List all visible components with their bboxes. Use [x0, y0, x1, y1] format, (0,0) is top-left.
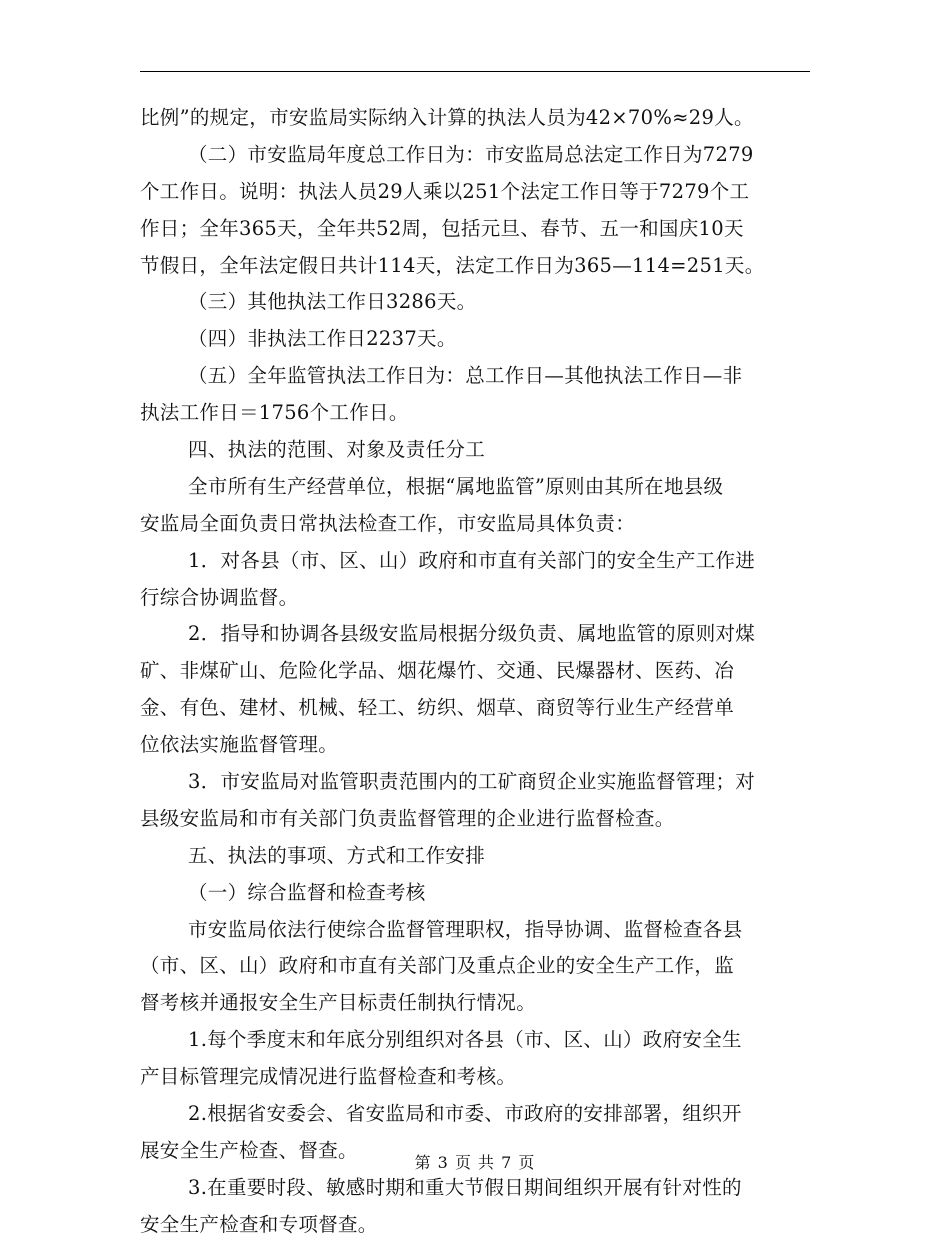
text-line: （四）非执法工作日2237天。 [188, 327, 457, 351]
text-line: 1．对各县（市、区、山）政府和市直有关部门的安全生产工作进 [188, 548, 756, 572]
text-line: 展安全生产检查、督查。 [140, 1138, 358, 1162]
text-line: 3.在重要时段、敏感时期和重大节假日期间组织开展有针对性的 [188, 1175, 742, 1199]
text-line: 1.每个季度末和年底分别组织对各县（市、区、山）政府安全生 [188, 1028, 742, 1052]
text-line: 县级安监局和市有关部门负责监督管理的企业进行监督检查。 [140, 806, 675, 830]
text-line: 产目标管理完成情况进行监督检查和考核。 [140, 1065, 517, 1089]
header-rule [140, 71, 810, 72]
document-body [140, 100, 820, 1244]
text-line: 执法工作日＝1756个工作日。 [140, 401, 409, 425]
text-line: 安监局全面负责日常执法检查工作，市安监局具体负责： [140, 511, 636, 535]
text-line: （一）综合监督和检查考核 [188, 880, 426, 904]
text-line: 节假日，全年法定假日共计114天，法定工作日为365—114=251天。 [140, 253, 765, 277]
text-line: 金、有色、建材、机械、轻工、纺织、烟草、商贸等行业生产经营单 [140, 696, 735, 720]
text-line: 作日；全年365天，全年共52周，包括元旦、春节、五一和国庆10天 [140, 216, 744, 240]
text-line: 全市所有生产经营单位，根据“属地监管”原则由其所在地县级 [188, 474, 724, 498]
text-line: 2.根据省安委会、省安监局和市委、市政府的安排部署，组织开 [188, 1102, 742, 1126]
text-line: （三）其他执法工作日3286天。 [188, 290, 477, 314]
text-line: 安全生产检查和专项督查。 [140, 1212, 378, 1236]
text-line: （市、区、山）政府和市直有关部门及重点企业的安全生产工作，监 [140, 954, 735, 978]
text-line: （五）全年监管执法工作日为：总工作日—其他执法工作日—非 [188, 364, 743, 388]
text-line: 位依法实施监督管理。 [140, 733, 339, 757]
text-line: 五、执法的事项、方式和工作安排 [188, 843, 486, 867]
text-line: 个工作日。说明：执法人员29人乘以251个法定工作日等于7279个工 [140, 179, 750, 203]
text-line: 市安监局依法行使综合监督管理职权，指导协调、监督检查各县 [188, 917, 743, 941]
page-number: 第 3 页 共 7 页 [414, 1153, 536, 1172]
text-line: 督考核并通报安全生产目标责任制执行情况。 [140, 991, 537, 1015]
text-line: 行综合协调监督。 [140, 585, 299, 609]
text-line: 矿、非煤矿山、危险化学品、烟花爆竹、交通、民爆器材、医药、冶 [140, 659, 735, 683]
text-line: 四、执法的范围、对象及责任分工 [188, 438, 486, 462]
text-line: （二）市安监局年度总工作日为：市安监局总法定工作日为7279 [188, 142, 754, 166]
text-line: 比例”的规定，市安监局实际纳入计算的执法人员为42×70%≈29人。 [140, 106, 754, 129]
text-line: 2．指导和协调各县级安监局根据分级负责、属地监管的原则对煤 [188, 622, 756, 646]
text-line: 3．市安监局对监管职责范围内的工矿商贸企业实施监督管理；对 [188, 770, 756, 794]
